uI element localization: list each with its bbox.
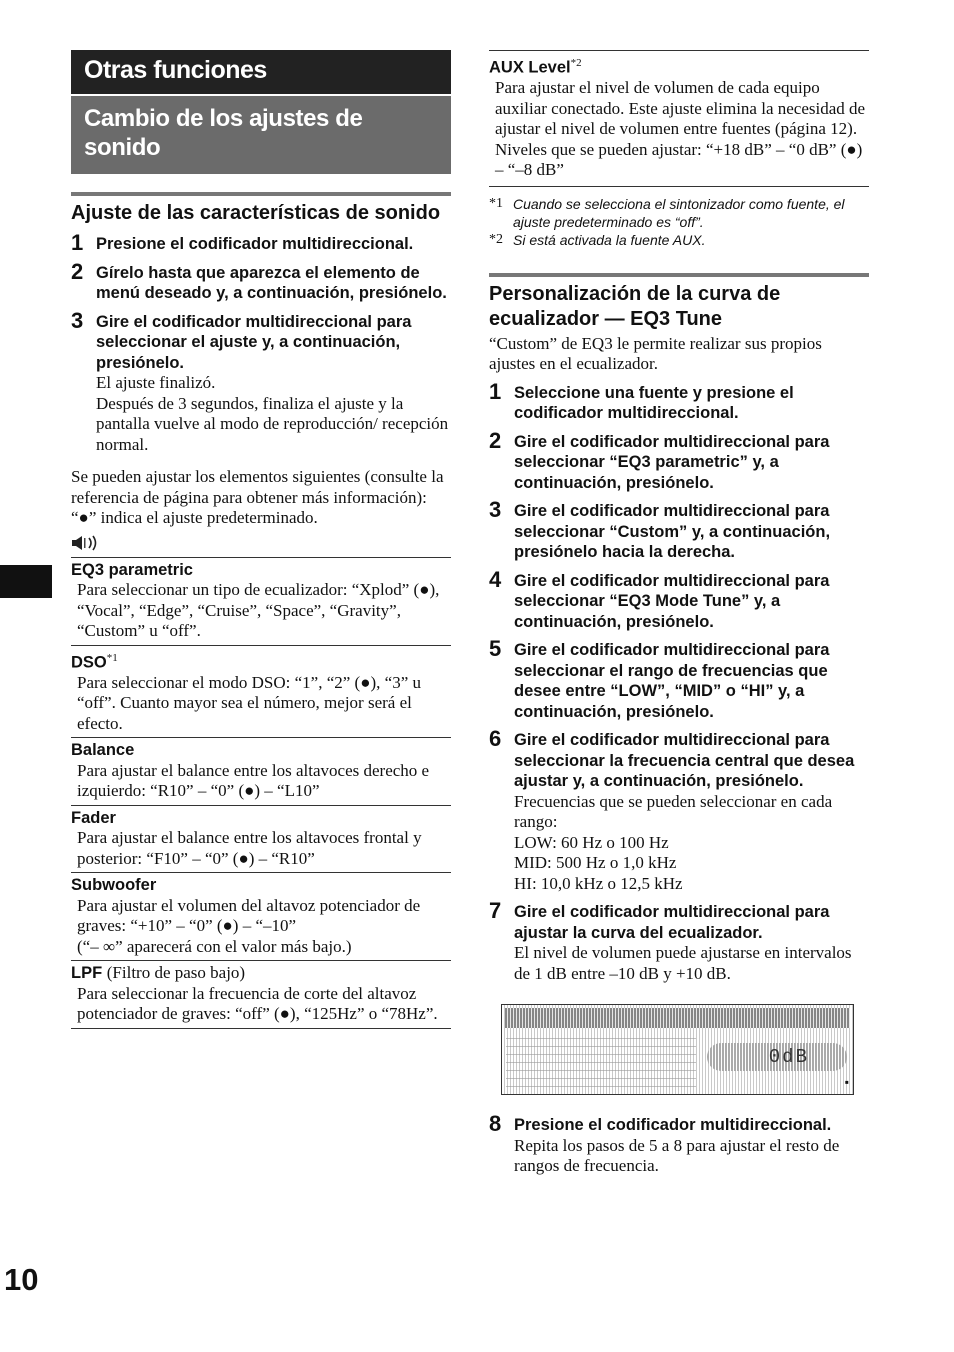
step-item xyxy=(489,497,869,563)
option-name: Subwoofer xyxy=(71,876,157,894)
option-name: Balance xyxy=(71,741,135,759)
step-number: 3 xyxy=(489,497,502,522)
step-number: 4 xyxy=(489,566,502,592)
page-number: 10 xyxy=(4,1262,39,1297)
option-name: DSO xyxy=(71,653,107,671)
footnote xyxy=(489,231,869,249)
step-number: 1 xyxy=(71,230,84,255)
left-column xyxy=(71,50,451,1029)
chapter-title: Otras funciones xyxy=(71,50,451,94)
step-number: 8 xyxy=(489,1111,502,1136)
option-description: Para seleccionar un tipo de ecualizador: “Xplod” (●), “Vocal”, “Edge”, “Cruise”, “Space”, “Gravity”, “Custom” u “off”. xyxy=(77,580,440,640)
step-instruction: Presione el codificador multidireccional. xyxy=(514,1116,832,1134)
footnote-text: Si está activada la fuente AUX. xyxy=(513,231,706,248)
footnote xyxy=(489,195,869,231)
sound-menu-icon xyxy=(71,535,451,557)
step-note: Repita los pasos de 5 a 8 para ajustar el resto de rangos de frecuencia. xyxy=(514,1135,840,1175)
section-tab-marker xyxy=(0,565,52,598)
step-note: El nivel de volumen puede ajustarse en intervalos de 1 dB entre –10 dB y +10 dB. xyxy=(514,943,852,983)
indicator-icon: ▪ xyxy=(844,1075,849,1089)
step-list xyxy=(71,230,451,455)
intro-text: Se pueden ajustar los elementos siguientes (consulte la referencia de página para obtener más información): xyxy=(71,467,444,507)
step-instruction: Presione el codificador multidireccional. xyxy=(96,235,414,253)
step-item xyxy=(489,566,869,633)
option-name: AUX Level xyxy=(489,58,571,77)
option-dso xyxy=(71,645,451,738)
step-instruction: Gire el codificador multidireccional para seleccionar el ajuste y, a continuación, presiónelo. xyxy=(96,312,412,372)
footnote-mark: *1 xyxy=(489,195,503,211)
step-number: 7 xyxy=(489,898,502,923)
step-item xyxy=(71,307,451,456)
step-item xyxy=(489,427,869,494)
step-item xyxy=(489,636,869,722)
option-name: EQ3 parametric xyxy=(71,560,193,579)
display-value: 0dB xyxy=(768,1046,809,1068)
option-description: Para ajustar el balance entre los altavoces derecho e izquierdo: “R10” – “0” (●) – “L10” xyxy=(77,760,430,800)
step-instruction: Gire el codificador multidireccional para ajustar la curva del ecualizador. xyxy=(514,903,830,942)
step-item xyxy=(489,378,869,424)
step-instruction: Gire el codificador multidireccional para seleccionar “Custom” y, a continuación, presiónelo hacia la derecha. xyxy=(514,502,831,561)
option-name: LPF xyxy=(71,964,103,982)
option-name: Fader xyxy=(71,808,116,827)
right-column xyxy=(489,50,869,1177)
section-rule xyxy=(489,273,869,277)
step-item xyxy=(71,230,451,255)
option-fader xyxy=(71,805,451,873)
option-description: Para seleccionar la frecuencia de corte del altavoz potenciador de graves: “off” (●), “125Hz” o “78Hz”. xyxy=(77,983,438,1023)
step-number: 1 xyxy=(489,378,502,404)
footnote-ref: *1 xyxy=(106,651,118,664)
step-item xyxy=(489,726,869,894)
page-title: Cambio de los ajustes de sonido xyxy=(71,96,451,174)
option-aux-level xyxy=(489,50,869,184)
option-description: Para ajustar el balance entre los altavoces frontal y posterior: “F10” – “0” (●) – “R10” xyxy=(77,828,422,868)
step-number: 6 xyxy=(489,726,502,751)
options-table xyxy=(71,557,451,1029)
step-instruction: Gire el codificador multidireccional para seleccionar el rango de frecuencias que desee entre “LOW”, “MID” o “HI” y, a continuación, presiónelo. xyxy=(514,641,830,721)
option-eq3-parametric xyxy=(71,557,451,645)
step-instruction: Gírelo hasta que aparezca el elemento de menú deseado y, a continuación, presiónelo. xyxy=(96,263,447,302)
option-description: Para ajustar el volumen del altavoz potenciador de graves: “+10” – “0” (●) – “–10” (“– ∞” aparecerá con el valor más bajo.) xyxy=(77,895,421,956)
step-instruction: Seleccione una fuente y presione el codificador multidireccional. xyxy=(514,383,794,422)
default-note: “●” indica el ajuste predeterminado. xyxy=(71,508,318,527)
step-item xyxy=(71,258,451,304)
step-number: 2 xyxy=(71,258,84,284)
step-note: Frecuencias que se pueden seleccionar en cada rango: LOW: 60 Hz o 100 Hz MID: 500 Hz o 1,0 kHz HI: 10,0 kHz o 12,5 kHz xyxy=(514,791,833,893)
step-instruction: Gire el codificador multidireccional para seleccionar “EQ3 parametric” y, a continuación, presiónelo. xyxy=(514,432,830,492)
step-number: 5 xyxy=(489,636,502,661)
step-number: 3 xyxy=(71,307,84,333)
footnotes xyxy=(489,195,869,249)
section-title: Ajuste de las características de sonido xyxy=(71,202,441,224)
option-lpf xyxy=(71,960,451,1028)
step-item xyxy=(489,1111,869,1177)
section-title: Personalización de la curva de ecualizador — EQ3 Tune xyxy=(489,282,781,330)
step-instruction: Gire el codificador multidireccional para seleccionar la frecuencia central que desea ajustar y, a continuación, presiónelo. xyxy=(514,731,855,790)
footnote-ref: *2 xyxy=(570,57,582,69)
eq-curve-graphic xyxy=(506,1035,696,1087)
step-item xyxy=(489,898,869,984)
option-description: Para seleccionar el modo DSO: “1”, “2” (●), “3” u “off”. Cuanto mayor sea el número, mejor será el efecto. xyxy=(77,672,421,733)
display-illustration xyxy=(501,1004,854,1095)
section-rule xyxy=(71,192,451,196)
footnote-mark: *2 xyxy=(489,231,503,247)
option-description: Para ajustar el nivel de volumen de cada equipo auxiliar conectado. Este ajuste elimina la necesidad de ajustar el nivel de volumen entre fuentes (página 12). Niveles que se pueden ajustar: “+18 dB” – “0 dB” (●) – “–8 dB” xyxy=(495,78,866,179)
option-subwoofer xyxy=(71,872,451,960)
step-note: El ajuste finalizó. Después de 3 segundos, finaliza el ajuste y la pantalla vuelve al modo de reproducción/ recepción normal. xyxy=(96,373,449,454)
option-subtitle: (Filtro de paso bajo) xyxy=(106,963,246,982)
intro-text: “Custom” de EQ3 le permite realizar sus propios ajustes en el ecualizador. xyxy=(489,333,822,373)
step-number: 2 xyxy=(489,427,502,453)
option-balance xyxy=(71,737,451,805)
step-instruction: Gire el codificador multidireccional para seleccionar “EQ3 Mode Tune” y, a continuación, presiónelo. xyxy=(514,571,830,631)
step-list xyxy=(489,378,869,985)
footnote-text: Cuando se selecciona el sintonizador como fuente, el ajuste predeterminado es “off”. xyxy=(513,195,845,230)
